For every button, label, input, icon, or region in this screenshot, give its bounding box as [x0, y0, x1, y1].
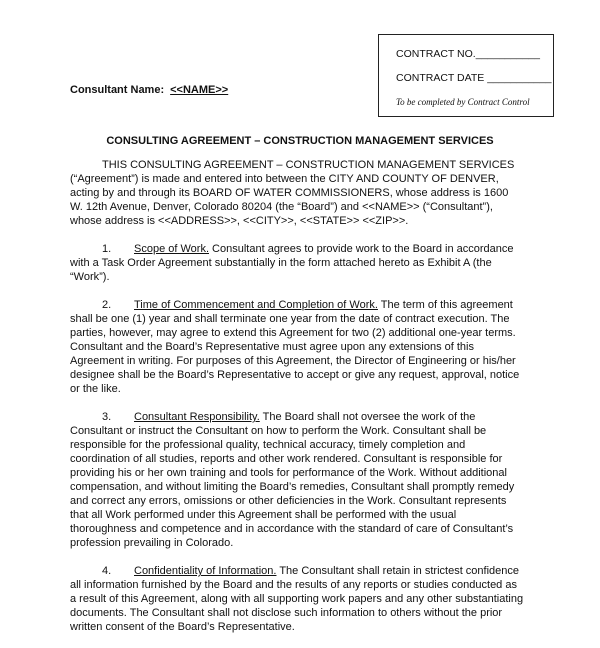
section-number: 1. — [102, 243, 112, 255]
section-scope-of-work — [70, 242, 540, 284]
section-heading: Time of Commencement and Completion of Work. — [134, 299, 378, 311]
section-number: 4. — [102, 565, 112, 577]
section-line: that all Work performed under this Agreement shall be performed with the usual — [70, 509, 457, 521]
section-line: parties, however, may agree to extend this Agreement for two (2) additional one-year terms. — [70, 327, 516, 339]
section-line: a result of this Agreement, along with all supporting work papers and any other substantiating — [70, 593, 524, 605]
section-text: The Consultant shall retain in strictest confidence — [276, 565, 520, 577]
contract-number-field: CONTRACT NO.___________ — [396, 48, 540, 60]
agreement-body — [70, 158, 540, 648]
section-text: Consultant agrees to provide work to the Board in accordance — [209, 243, 514, 255]
section-line: thoroughness and competence and in accordance with the standard of care of Consultant’s — [70, 523, 514, 535]
section-heading: Consultant Responsibility. — [134, 411, 260, 423]
consultant-name-label: Consultant Name: — [70, 84, 165, 96]
section-first-line — [70, 298, 540, 312]
section-line: documents. The Consultant shall not disclose such information to others without the prior — [70, 607, 503, 619]
section-line: coordination of all studies, reports and other work rendered. Consultant is responsible for — [70, 453, 503, 465]
section-line: with a Task Order Agreement substantially in the form attached hereto as Exhibit A (the — [70, 257, 492, 269]
section-number: 3. — [102, 411, 112, 423]
section-line: compensation, and without limiting the Board’s remedies, Consultant shall promptly remedy — [70, 481, 515, 493]
section-heading: Confidentiality of Information. — [134, 565, 277, 577]
contract-control-box — [378, 34, 554, 117]
section-time-of-commencement — [70, 298, 540, 396]
section-line: providing his or her own training and tools for performance of the Work. Without additional — [70, 467, 507, 479]
section-heading: Scope of Work. — [134, 243, 209, 255]
consultant-name-value: <<NAME>> — [170, 84, 229, 96]
section-consultant-responsibility — [70, 410, 540, 550]
consultant-name-line — [70, 84, 228, 96]
section-line: designee shall be the Board’s Representative to accept or give any request, approval, notice — [70, 369, 520, 381]
intro-line: acting by and through its BOARD OF WATER COMMISSIONERS, whose address is 1600 — [70, 187, 509, 199]
section-line: responsible for the professional quality, technical accuracy, timely completion and — [70, 439, 466, 451]
intro-paragraph — [70, 158, 540, 228]
section-first-line — [70, 564, 540, 578]
intro-line: (“Agreement”) is made and entered into between the CITY AND COUNTY OF DENVER, — [70, 173, 499, 185]
section-line: or the like. — [70, 383, 121, 395]
section-line: all information furnished by the Board and the results of any reports or studies conducted as — [70, 579, 517, 591]
section-number: 2. — [102, 299, 112, 311]
intro-line: THIS CONSULTING AGREEMENT – CONSTRUCTION MANAGEMENT SERVICES — [102, 159, 515, 171]
section-line: written consent of the Board’s Representative. — [70, 621, 295, 633]
section-line: Agreement in writing. For purposes of this Agreement, the Director of Engineering or his/her — [70, 355, 516, 367]
section-text: The Board shall not oversee the work of the — [259, 411, 476, 423]
contract-control-note: To be completed by Contract Control — [396, 97, 530, 107]
section-first-line — [70, 410, 540, 424]
intro-line: W. 12th Avenue, Denver, Colorado 80204 (the “Board”) and <<NAME>> (“Consultant”), — [70, 201, 493, 213]
section-line: shall be one (1) year and shall terminate one year from the date of contract execution. The — [70, 313, 510, 325]
document-title: CONSULTING AGREEMENT – CONSTRUCTION MANAGEMENT SERVICES — [106, 135, 494, 147]
section-line: “Work”). — [70, 271, 110, 283]
contract-date-field: CONTRACT DATE ___________ — [396, 72, 552, 84]
section-line: and correct any errors, omissions or other deficiencies in the Work. Consultant represents — [70, 495, 507, 507]
section-line: profession prevailing in Colorado. — [70, 537, 234, 549]
section-first-line — [70, 242, 540, 256]
section-text: The term of this agreement — [377, 299, 513, 311]
section-confidentiality — [70, 564, 540, 634]
section-line: Consultant and the Board’s Representative must agree upon any extensions of this — [70, 341, 474, 353]
intro-line: whose address is <<ADDRESS>>, <<CITY>>, <<STATE>> <<ZIP>>. — [70, 215, 409, 227]
section-line: Consultant or instruct the Consultant on how to perform the Work. Consultant shall be — [70, 425, 487, 437]
